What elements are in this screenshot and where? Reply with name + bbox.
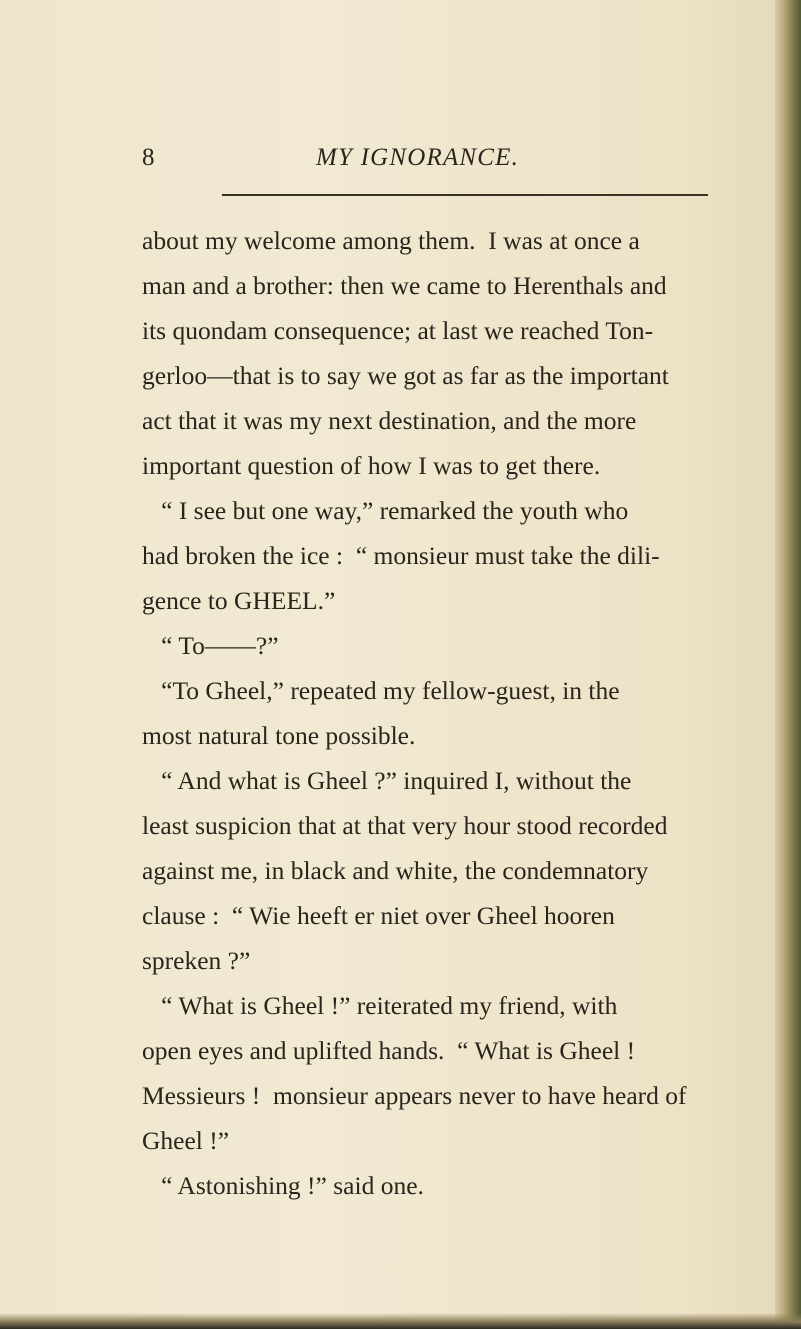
text-line: “ To——?” xyxy=(142,631,279,660)
text-line: open eyes and uplifted hands. “ What is Gheel ! xyxy=(142,1036,636,1065)
text-line: “ Astonishing !” said one. xyxy=(142,1171,424,1200)
text-line: had broken the ice : “ monsieur must take the dili- xyxy=(142,541,660,570)
text-line: Messieurs ! monsieur appears never to have heard of xyxy=(142,1081,687,1110)
text-line: “To Gheel,” repeated my fellow-guest, in the xyxy=(142,676,620,705)
text-line: Gheel !” xyxy=(142,1126,230,1155)
text-line: least suspicion that at that very hour stood recorded xyxy=(142,811,668,840)
text-line: “ And what is Gheel ?” inquired I, without the xyxy=(142,766,632,795)
text-line: most natural tone possible. xyxy=(142,721,416,750)
page-bottom-edge xyxy=(0,1313,801,1329)
page-number: 8 xyxy=(142,144,155,171)
text-line: clause : “ Wie heeft er niet over Gheel hooren xyxy=(142,901,615,930)
text-line: about my welcome among them. I was at once a xyxy=(142,226,640,255)
header-rule xyxy=(222,194,708,196)
text-line: “ I see but one way,” remarked the youth who xyxy=(142,496,629,525)
page-header xyxy=(0,144,801,178)
text-line: “ What is Gheel !” reiterated my friend, with xyxy=(142,991,618,1020)
text-line: man and a brother: then we came to Herenthals and xyxy=(142,271,667,300)
text-line: important question of how I was to get there. xyxy=(142,451,601,480)
running-head: MY IGNORANCE. xyxy=(316,144,520,171)
text-line: gerloo—that is to say we got as far as the important xyxy=(142,361,669,390)
page-edge-shadow xyxy=(775,0,801,1329)
text-line: spreken ?” xyxy=(142,946,251,975)
text-line: gence to GHEEL.” xyxy=(142,586,336,615)
text-line: act that it was my next destination, and the more xyxy=(142,406,637,435)
text-line: against me, in black and white, the condemnatory xyxy=(142,856,649,885)
text-line: its quondam consequence; at last we reached Ton- xyxy=(142,316,654,345)
